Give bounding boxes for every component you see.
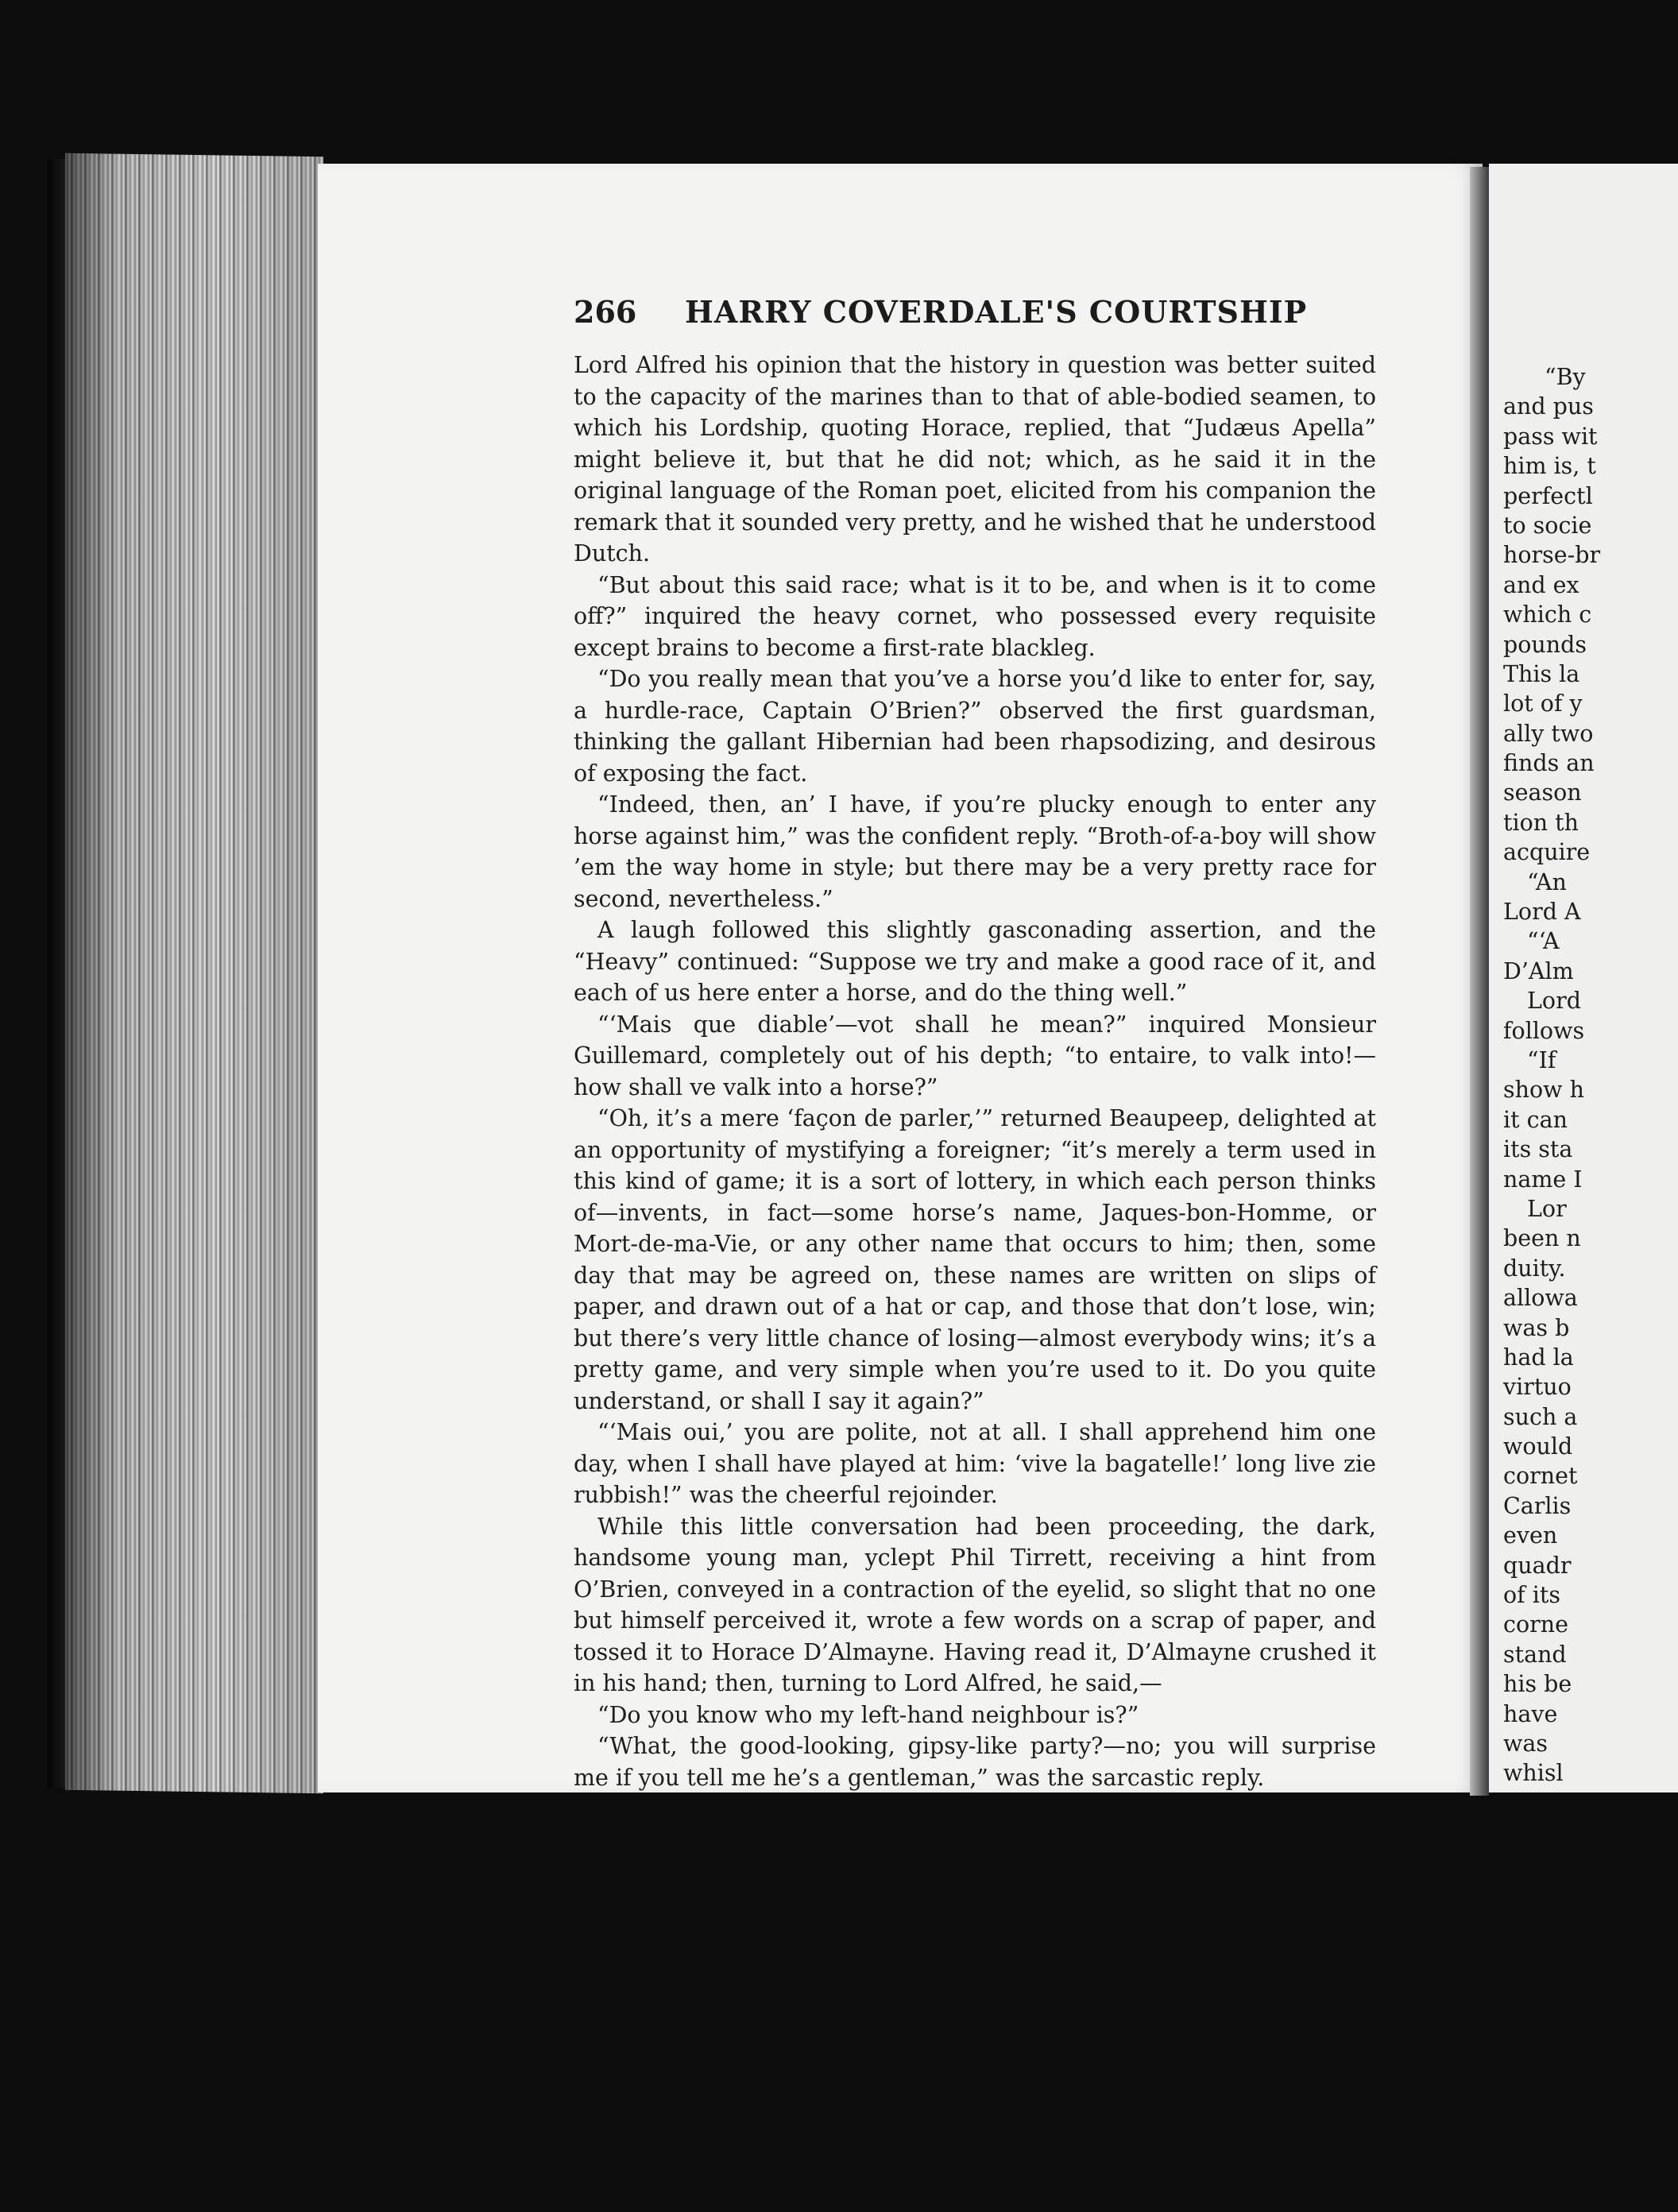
right-line: “An — [1527, 868, 1567, 895]
right-line: even — [1503, 1522, 1558, 1549]
right-line: been n — [1503, 1225, 1581, 1252]
right-line: of its — [1503, 1582, 1560, 1609]
right-line: cornet — [1503, 1463, 1578, 1490]
paragraph: “What, the good-looking, gipsy-like party?—no; you will surprise me if you tell me he’s a gentleman,” was the sarcastic reply. — [574, 1733, 1376, 1791]
right-line: lot of y — [1503, 690, 1583, 717]
right-page — [1489, 164, 1678, 1792]
right-line: which c — [1503, 601, 1592, 628]
right-line: This la — [1503, 660, 1580, 687]
right-line: Lor — [1527, 1195, 1567, 1222]
page-number: 266 — [574, 294, 637, 330]
running-title: HARRY COVERDALE'S COURTSHIP — [685, 294, 1308, 330]
right-line: acquire — [1503, 839, 1591, 866]
paragraph: “Do you know who my left-hand neighbour is?” — [597, 1701, 1139, 1728]
right-line: to socie — [1503, 512, 1592, 539]
page-edges-stack — [65, 153, 323, 1794]
paragraph: A laugh followed this slightly gasconading assertion, and the “Heavy” continued: “Suppose we try and make a good race of it, and each of us here enter a horse, and do the thing well.” — [574, 917, 1376, 1006]
right-line: “If — [1527, 1046, 1556, 1073]
paragraph: “Oh, it’s a mere ‘façon de parler,’” returned Beaupeep, delighted at an opportunity of mystifying a foreigner; “it’s merely a term used in this kind of game; it is a sort of lottery, in which each person thinks of—invents, in fact—some horse’s name, Jaques-bon-Homme, or Mort-de-ma-Vie, or any other name that occurs to him; then, some day that may be agreed on, these names are written on slips of paper, and drawn out of a hat or cap, and those that don’t lose, win; but there’s very little chance of losing—almost everybody wins; it’s a pretty game, and very simple when you’re used to it. Do you quite understand, or shall I say it again?” — [574, 1105, 1376, 1414]
right-line: season — [1503, 779, 1582, 806]
right-line: was — [1503, 1730, 1548, 1757]
right-line: quadr — [1503, 1552, 1572, 1579]
right-line: it can — [1503, 1106, 1568, 1133]
right-line: whisl — [1503, 1760, 1564, 1787]
right-line: and pus — [1503, 393, 1594, 420]
right-line: follows — [1503, 1017, 1585, 1044]
right-line: have — [1503, 1700, 1558, 1727]
right-line: him is, t — [1503, 453, 1596, 480]
right-line: and ex — [1503, 571, 1579, 598]
right-line: Carlis — [1503, 1492, 1572, 1519]
right-line: allowa — [1503, 1285, 1578, 1312]
right-line: Lord — [1527, 988, 1581, 1015]
paragraph: “But about this said race; what is it to be, and when is it to come off?” inquired the heavy cornet, who possessed every requisite except brains to become a first-rate blackleg. — [574, 571, 1376, 661]
right-line: its sta — [1503, 1136, 1573, 1163]
right-line: such a — [1503, 1403, 1578, 1430]
right-line: finds an — [1503, 750, 1595, 777]
right-line: pounds — [1503, 631, 1587, 658]
right-line: would — [1503, 1433, 1573, 1460]
right-line: show h — [1503, 1077, 1584, 1104]
right-line: virtuo — [1503, 1374, 1572, 1401]
right-line: D’Alm — [1503, 957, 1574, 984]
right-line: horse-br — [1503, 542, 1601, 569]
right-line: Lord A — [1503, 899, 1581, 926]
right-line: “‘A — [1527, 928, 1560, 955]
page-header — [574, 294, 1384, 334]
right-line: was b — [1503, 1314, 1570, 1341]
paragraph: Lord Alfred his opinion that the history in question was better suited to the capacity of the marines than to that of able-bodied seamen, to which his Lordship, quoting Horace, replied, that “Judæus Apella” might believe it, but that he did not; which, as he said it in the original language of the Roman poet, elicited from his companion the remark that it sounded very pretty, and he wished that he understood Dutch. — [574, 352, 1376, 567]
paragraph: “‘Mais oui,’ you are polite, not at all. I shall apprehend him one day, when I shall have played at him: ‘vive la bagatelle!’ long live zie rubbish!” was the cheerful rejoinder. — [574, 1419, 1376, 1508]
paragraph: While this little conversation had been proceeding, the dark, handsome young man, yclept Phil Tirrett, receiving a hint from O’Brien, conveyed in a contraction of the eyelid, so slight that no one but himself perceived it, wrote a few words on a scrap of paper, and tossed it to Horace D’Almayne. Having read it, D’Almayne crushed it in his hand; then, turning to Lord Alfred, he said,— — [574, 1513, 1376, 1696]
right-page-text — [1503, 362, 1678, 1789]
right-line: duity. — [1503, 1255, 1566, 1282]
paragraph: “Do you really mean that you’ve a horse you’d like to enter for, say, a hurdle-race, Captain O’Brien?” observed the first guardsman, thinking the gallant Hibernian had been rhapsodizing, and desirous of exposing the fact. — [574, 666, 1376, 787]
right-line: name I — [1503, 1166, 1583, 1193]
right-line: corne — [1503, 1611, 1568, 1638]
right-line: stand — [1503, 1641, 1567, 1668]
right-line: ally two — [1503, 720, 1594, 747]
paragraph: “‘Mais que diable’—vot shall he mean?” inquired Monsieur Guillemard, completely out of his depth; “to entaire, to valk into!—how shall ve valk into a horse?” — [574, 1011, 1376, 1100]
right-line: “By — [1545, 364, 1586, 390]
right-line: pass wit — [1503, 423, 1598, 450]
right-line: tion th — [1503, 809, 1579, 836]
right-line: his be — [1503, 1671, 1572, 1698]
body-text — [574, 350, 1376, 1793]
right-line: perfectl — [1503, 482, 1593, 509]
book-gutter — [1470, 167, 1489, 1796]
paragraph: “Indeed, then, an’ I have, if you’re plucky enough to enter any horse against him,” was the confident reply. “Broth-of-a-boy will show ’em the way home in style; but there may be a very pretty race for second, nevertheless.” — [574, 791, 1376, 912]
right-line: had la — [1503, 1344, 1574, 1371]
